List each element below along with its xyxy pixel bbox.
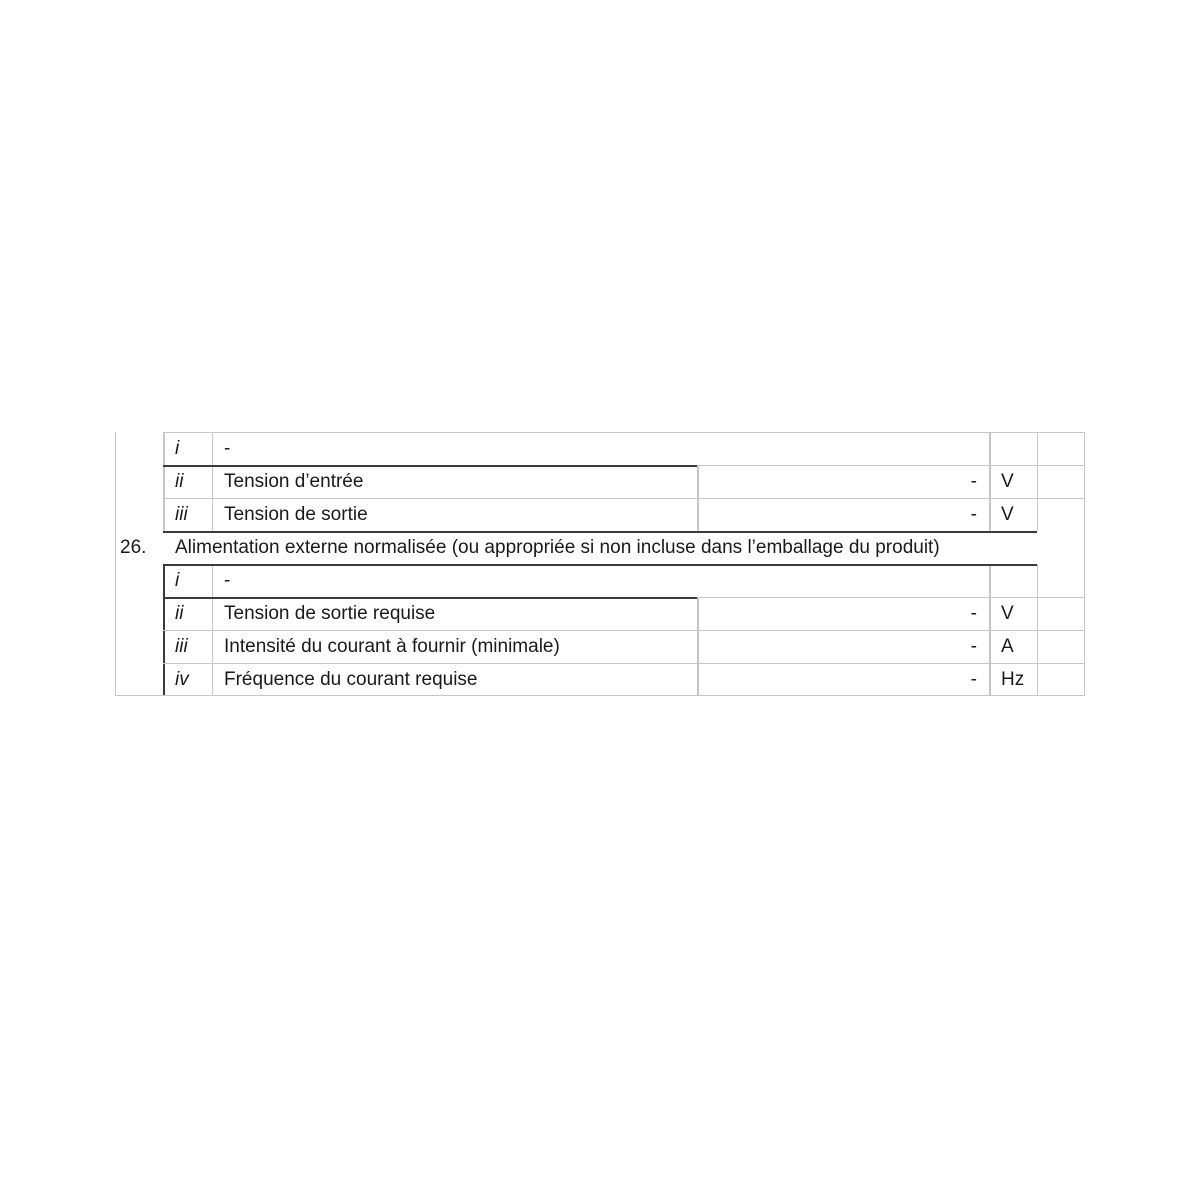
sub-item-value: - bbox=[970, 636, 977, 657]
sub-item-value: - bbox=[970, 471, 977, 492]
section-title: Alimentation externe normalisée (ou appropriée si non incluse dans l’emballage du produit) bbox=[175, 537, 940, 558]
table-row bbox=[115, 498, 1085, 531]
table-rule bbox=[697, 597, 1085, 598]
table-rule bbox=[163, 564, 1037, 566]
item-number-cell bbox=[115, 564, 163, 597]
sub-item-label: Tension de sortie requise bbox=[224, 603, 436, 624]
sub-item-unit: V bbox=[1001, 504, 1014, 525]
sub-item-numeral: ii bbox=[175, 471, 184, 492]
sub-item-label: - bbox=[224, 570, 231, 591]
sub-item-label: Tension d’entrée bbox=[224, 471, 364, 492]
sub-item-numeral: iii bbox=[175, 636, 188, 657]
sub-item-value: - bbox=[970, 669, 977, 690]
sub-item-numeral: i bbox=[175, 570, 180, 591]
table-row bbox=[115, 465, 1085, 498]
item-number-cell bbox=[115, 663, 163, 696]
sub-item-value bbox=[697, 564, 989, 597]
item-number-cell bbox=[115, 630, 163, 663]
sub-item-numeral: ii bbox=[175, 603, 184, 624]
table-rule bbox=[1037, 432, 1038, 531]
table-rule bbox=[163, 432, 165, 531]
table-rule bbox=[163, 597, 697, 599]
item-number-cell bbox=[115, 597, 163, 630]
sub-item-label: Intensité du courant à fournir (minimale) bbox=[224, 636, 560, 657]
table-rule bbox=[115, 695, 1085, 696]
table-row bbox=[115, 597, 1085, 630]
sub-item-label: Fréquence du courant requise bbox=[224, 669, 478, 690]
sub-item-numeral: iv bbox=[175, 669, 189, 690]
sub-item-unit: Hz bbox=[1001, 669, 1025, 690]
section-row bbox=[115, 531, 1085, 564]
table-rule bbox=[1084, 432, 1085, 696]
sub-item-unit: A bbox=[1001, 636, 1014, 657]
table-rule bbox=[989, 432, 991, 531]
sub-item-value: - bbox=[970, 504, 977, 525]
table-row bbox=[115, 432, 1085, 465]
sub-item-unit: V bbox=[1001, 603, 1014, 624]
table-rule bbox=[163, 498, 1085, 499]
table-rule bbox=[115, 432, 116, 696]
sub-item-value bbox=[697, 432, 989, 465]
table-rule bbox=[697, 465, 1085, 466]
item-number-cell bbox=[115, 498, 163, 531]
item-number-cell bbox=[115, 432, 163, 465]
section-number: 26. bbox=[120, 537, 147, 558]
table-row bbox=[115, 630, 1085, 663]
table-rule bbox=[163, 465, 697, 467]
sub-item-label: - bbox=[224, 438, 231, 459]
table-rule bbox=[697, 597, 699, 696]
sub-item-unit: V bbox=[1001, 471, 1014, 492]
table-rule bbox=[163, 630, 1085, 631]
item-number-cell bbox=[115, 465, 163, 498]
table-rule bbox=[163, 531, 1037, 533]
table-row bbox=[115, 564, 1085, 597]
spec-table bbox=[115, 432, 1085, 696]
sub-item-value: - bbox=[970, 603, 977, 624]
sub-item-numeral: i bbox=[175, 438, 180, 459]
table-row bbox=[115, 663, 1085, 696]
sub-item-label: Tension de sortie bbox=[224, 504, 368, 525]
table-rule bbox=[163, 663, 1085, 664]
table-rule bbox=[163, 432, 1085, 433]
table-rule bbox=[212, 432, 213, 531]
sub-item-numeral: iii bbox=[175, 504, 188, 525]
